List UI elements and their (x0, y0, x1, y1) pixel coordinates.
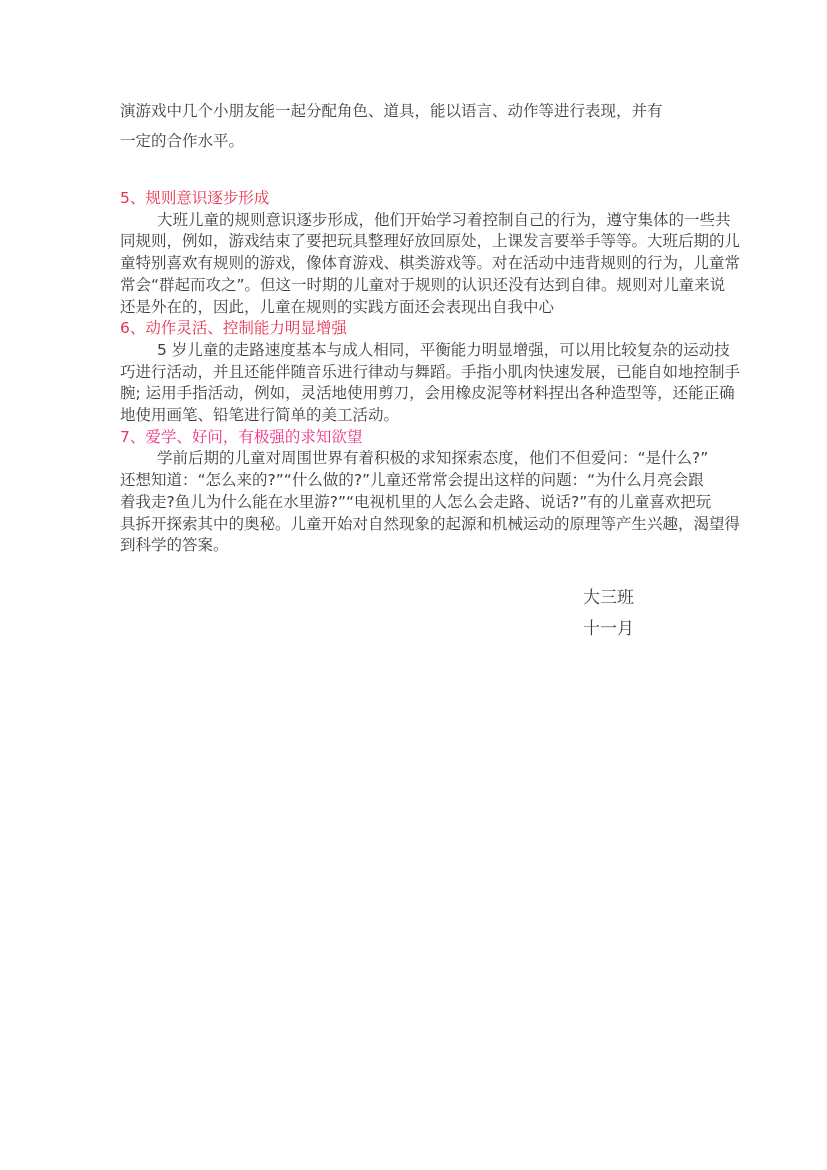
signature-block (583, 583, 634, 645)
paragraph-line: 学前后期的儿童对周围世界有着积极的求知探索态度，他们不但爱问：“是什么?” (157, 449, 709, 468)
paragraph-line: 大班儿童的规则意识逐步形成，他们开始学习着控制自己的行为，遵守集体的一些共 (157, 210, 731, 229)
section-heading-6: 6、动作灵活、控制能力明显增强 (120, 319, 347, 338)
signature-class-line: 大三班 (583, 588, 634, 608)
signature-month-line: 十一月 (583, 619, 634, 639)
intro-paragraph (120, 96, 720, 156)
paragraph-line: 到科学的答案。 (120, 536, 229, 555)
paragraph-line: 地使用画笔、铅笔进行简单的美工活动。 (120, 406, 400, 425)
paragraph-line: 5 岁儿童的走路速度基本与成人相同，平衡能力明显增强，可以用比较复杂的运动技 (157, 340, 730, 359)
section-heading-7: 7、爱学、好问，有极强的求知欲望 (120, 427, 363, 446)
paragraph-line: 同规则，例如，游戏结束了要把玩具整理好放回原处，上课发言要举手等等。大班后期的儿 (120, 232, 741, 251)
paragraph-line: 演游戏中几个小朋友能一起分配角色、道具，能以语言、动作等进行表现，并有 (120, 102, 663, 120)
paragraph-line: 童特别喜欢有规则的游戏，像体育游戏、棋类游戏等。对在活动中违背规则的行为，儿童常 (120, 254, 741, 273)
paragraph-line: 一定的合作水平。 (120, 132, 245, 150)
paragraph-line: 着我走?鱼儿为什么能在水里游?”“电视机里的人怎么会走路、说话?”有的儿童喜欢把玩 (120, 492, 712, 511)
paragraph-line: 还是外在的，因此，儿童在规则的实践方面还会表现出自我中心 (120, 297, 555, 316)
sections-container (120, 188, 760, 557)
paragraph-line: 常会“群起而攻之”。但这一时期的儿童对于规则的认识还没有达到自律。规则对儿童来说 (120, 275, 726, 294)
paragraph-line: 巧进行活动，并且还能伴随音乐进行律动与舞蹈。手指小肌肉快速发展，已能自如地控制手 (120, 362, 741, 381)
paragraph-line: 还想知道：“怎么来的?”“什么做的?”儿童还常常会提出这样的问题：“为什么月亮会跟 (120, 471, 704, 490)
paragraph-line: 具拆开探索其中的奥秘。儿童开始对自然现象的起源和机械运动的原理等产生兴趣，渴望得 (120, 514, 741, 533)
section-heading-5: 5、规则意识逐步形成 (120, 189, 270, 207)
paragraph-line: 腕; 运用手指活动，例如，灵活地使用剪刀，会用橡皮泥等材料捏出各种造型等，还能正确 (120, 384, 735, 403)
